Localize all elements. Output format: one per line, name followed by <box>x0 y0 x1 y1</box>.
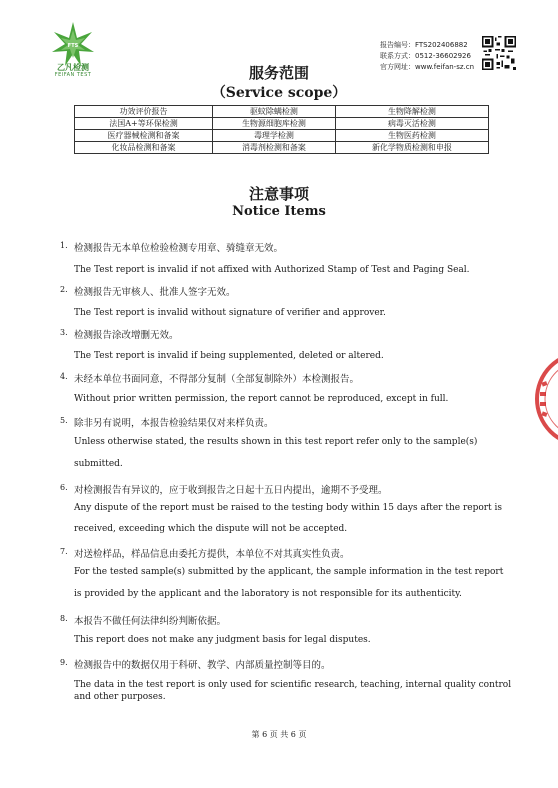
notice-item-en: Any dispute of the report must be raised to the testing body within 15 days after the report is <box>74 503 503 513</box>
table-cell: 法国A+等环保检测 <box>75 118 213 130</box>
table-cell: 驱蚊除螨检测 <box>213 106 336 118</box>
table-cell: 生物医药检测 <box>335 130 488 142</box>
notice-item-en: The Test report is invalid if being supplemented, deleted or altered. <box>74 351 384 361</box>
notice-title-cn: 注意事项 <box>248 185 309 203</box>
notice-item-cn: 对送检样品，样品信息由委托方提供，本单位不对其真实性负责。 <box>74 549 350 560</box>
table-row <box>75 106 489 118</box>
table-cell: 功效评价报告 <box>75 106 213 118</box>
table-cell: 生物降解检测 <box>335 106 488 118</box>
table-row <box>75 130 489 142</box>
service-scope-title-en: （Service scope） <box>211 85 347 101</box>
notice-item-en: This report does not make any judgment basis for legal disputes. <box>74 635 371 645</box>
table-cell: 生物源细胞库检测 <box>213 118 336 130</box>
notice-item-en: For the tested sample(s) submitted by the applicant, the sample information in the test report <box>74 567 504 577</box>
table-cell: 新化学物质检测和申报 <box>335 142 488 154</box>
logo-text: 乙凡检测 <box>57 63 89 72</box>
notice-item-en: The data in the test report is only used for scientific research, teaching, internal quality control <box>74 680 512 690</box>
notice-item-en: and other purposes. <box>74 692 166 702</box>
notice-item-cn: 检测报告涂改增删无效。 <box>74 330 179 341</box>
table-row <box>75 118 489 130</box>
item-number: 9. <box>60 658 68 667</box>
item-number: 6. <box>60 483 68 492</box>
notice-item-en: The Test report is invalid if not affixed with Authorized Stamp of Test and Paging Seal. <box>74 265 470 275</box>
page-number: 第 6 页 共 6 页 <box>251 730 307 739</box>
notice-title-en: Notice Items <box>232 204 326 219</box>
notice-item-en: The Test report is invalid without signature of verifier and approver. <box>74 308 386 318</box>
item-number: 2. <box>60 285 68 294</box>
notice-item-en: received, exceeding which the dispute will not be accepted. <box>74 524 348 534</box>
table-row <box>75 142 489 154</box>
paging-seal-stamp-icon <box>528 344 558 454</box>
notice-item-en: Without prior written permission, the report cannot be reproduced, except in full. <box>74 394 449 404</box>
service-scope-title-cn: 服务范围 <box>248 64 309 82</box>
table-cell: 毒理学检测 <box>213 130 336 142</box>
website[interactable]: 官方网址：www.feifan-sz.cn <box>380 63 475 71</box>
notice-item-cn: 检测报告中的数据仅用于科研、教学、内部质量控制等目的。 <box>74 660 331 671</box>
report-number: 报告编号：FTS202406882 <box>380 41 468 49</box>
contact-info: 联系方式：0512-36602926 <box>380 52 471 60</box>
item-number: 5. <box>60 416 68 425</box>
table-cell: 医疗器械检测和备案 <box>75 130 213 142</box>
table-cell: 消毒剂检测和备案 <box>213 142 336 154</box>
notice-item-en: submitted. <box>74 459 123 469</box>
svg-text:FTS: FTS <box>67 43 79 49</box>
logo-subtitle: FEIFAN TEST <box>54 72 92 78</box>
item-number: 3. <box>60 328 68 337</box>
notice-item-en: Unless otherwise stated, the results shown in this test report refer only to the sample(s) <box>74 437 478 447</box>
item-number: 4. <box>60 372 68 381</box>
notice-item-cn: 对检测报告有异议的，应于收到报告之日起十五日内提出，逾期不予受理。 <box>74 485 388 496</box>
item-number: 8. <box>60 614 68 623</box>
item-number: 7. <box>60 547 68 556</box>
notice-item-cn: 未经本单位书面同意，不得部分复制（全部复制除外）本检测报告。 <box>74 374 360 385</box>
table-cell: 病毒灭活检测 <box>335 118 488 130</box>
notice-item-en: is provided by the applicant and the laboratory is not responsible for its authenticity. <box>74 589 462 599</box>
table-cell: 化妆品检测和备案 <box>75 142 213 154</box>
notice-item-cn: 除非另有说明，本报告检验结果仅对来样负责。 <box>74 418 274 429</box>
notice-item-cn: 本报告不做任何法律纠纷判断依据。 <box>74 616 227 627</box>
item-number: 1. <box>60 241 68 250</box>
service-scope-table <box>74 105 489 154</box>
notice-item-cn: 检测报告无本单位检验检测专用章、骑缝章无效。 <box>74 243 284 254</box>
notice-item-cn: 检测报告无审核人、批准人签字无效。 <box>74 287 236 298</box>
